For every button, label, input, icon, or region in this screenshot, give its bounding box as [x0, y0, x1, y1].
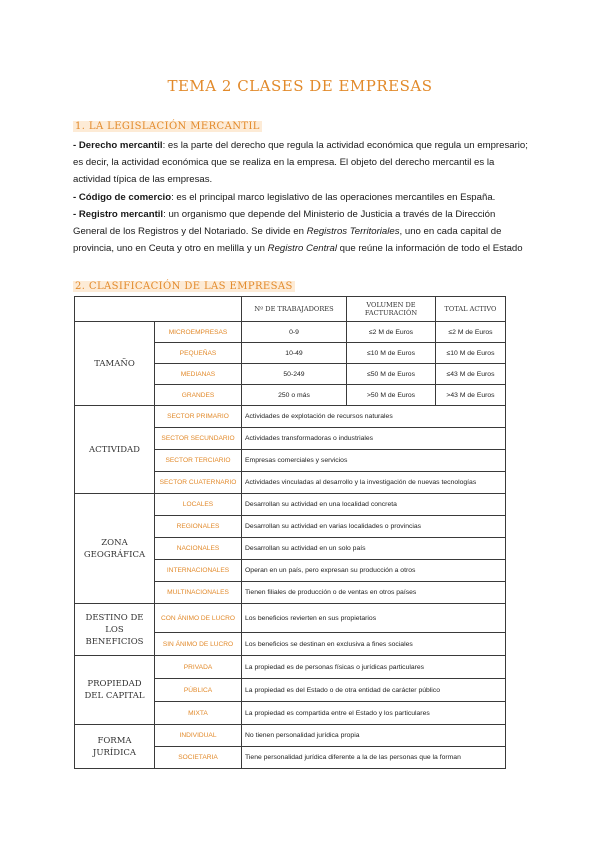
- category-destino: DESTINO DE LOS BENEFICIOS: [75, 604, 155, 656]
- description-cell: Desarrollan su actividad en varias localidades o provincias: [242, 516, 506, 538]
- header-volume: VOLUMEN DE FACTURACIÓN: [347, 297, 436, 322]
- subcategory: MIXTA: [155, 702, 242, 725]
- assets-cell: ≤43 M de Euros: [436, 364, 506, 385]
- description-cell: Actividades transformadoras o industriales: [242, 428, 506, 450]
- subcategory: PRIVADA: [155, 656, 242, 679]
- description-cell: Actividades de explotación de recursos naturales: [242, 406, 506, 428]
- assets-cell: ≤2 M de Euros: [436, 322, 506, 343]
- description-cell: La propiedad es del Estado o de otra entidad de carácter público: [242, 679, 506, 702]
- section-heading-text: 1. LA LEGISLACIÓN MERCANTIL: [75, 121, 260, 132]
- assets-cell: >43 M de Euros: [436, 385, 506, 406]
- subcategory: INTERNACIONALES: [155, 560, 242, 582]
- volume-cell: ≤50 M de Euros: [347, 364, 436, 385]
- codigo-comercio-paragraph: [73, 189, 528, 206]
- subcategory: LOCALES: [155, 494, 242, 516]
- workers-cell: 10-49: [242, 343, 347, 364]
- subcategory: MICROEMPRESAS: [155, 322, 242, 343]
- category-zona: ZONA GEOGRÁFICA: [75, 494, 155, 604]
- description-cell: Tiene personalidad jurídica diferente a la de las personas que la forman: [242, 747, 506, 769]
- term: - Registro mercantil: [73, 208, 164, 220]
- workers-cell: 0-9: [242, 322, 347, 343]
- volume-cell: ≤10 M de Euros: [347, 343, 436, 364]
- subcategory: SECTOR TERCIARIO: [155, 450, 242, 472]
- definition: , uno en cada capital de provincia, uno en Ceuta y otro en melilla y un: [73, 226, 502, 255]
- description-cell: Desarrollan su actividad en una localidad concreta: [242, 494, 506, 516]
- definition: que reúne la información de todo el Estado: [336, 243, 523, 255]
- subcategory: PEQUEÑAS: [155, 343, 242, 364]
- volume-cell: >50 M de Euros: [347, 385, 436, 406]
- table-header-row: [75, 297, 506, 322]
- description-cell: La propiedad es de personas físicas o jurídicas particulares: [242, 656, 506, 679]
- workers-cell: 50-249: [242, 364, 347, 385]
- subcategory: SECTOR PRIMARIO: [155, 406, 242, 428]
- table-row: [75, 322, 506, 343]
- emphasis: Registros Territoriales: [306, 226, 400, 238]
- description-cell: Operan en un país, pero expresan su producción a otros: [242, 560, 506, 582]
- table-row: [75, 494, 506, 516]
- category-propiedad: PROPIEDAD DEL CAPITAL: [75, 656, 155, 725]
- section-heading-text: 2. CLASIFICACIÓN DE LAS EMPRESAS: [75, 281, 293, 292]
- header-assets: TOTAL ACTIVO: [436, 297, 506, 322]
- definition: : es la parte del derecho que regula la actividad económica que regula un empresario; es decir, la actividad económica que se realiza en la empresa. El objeto del derecho mercantil es la actividad típica de las empresas.: [73, 140, 528, 186]
- term: - Derecho mercantil: [73, 140, 163, 151]
- category-actividad: ACTIVIDAD: [75, 406, 155, 494]
- header-workers: Nº DE TRABAJADORES: [242, 297, 347, 322]
- description-cell: Los beneficios revierten en sus propietarios: [242, 604, 506, 633]
- registro-mercantil-paragraph: [73, 206, 528, 258]
- derecho-mercantil-paragraph: [73, 137, 528, 189]
- description-cell: Tienen filiales de producción o de ventas en otros países: [242, 582, 506, 604]
- page-title: TEMA 2 CLASES DE EMPRESAS: [167, 77, 433, 95]
- subcategory: MEDIANAS: [155, 364, 242, 385]
- subcategory: SECTOR SECUNDARIO: [155, 428, 242, 450]
- subcategory: CON ÁNIMO DE LUCRO: [155, 604, 242, 633]
- description-cell: La propiedad es compartida entre el Estado y los particulares: [242, 702, 506, 725]
- description-cell: Actividades vinculadas al desarrollo y la investigación de nuevas tecnologías: [242, 472, 506, 494]
- subcategory: SOCIETARIA: [155, 747, 242, 769]
- subcategory: PÚBLICA: [155, 679, 242, 702]
- volume-cell: ≤2 M de Euros: [347, 322, 436, 343]
- description-cell: Desarrollan su actividad en un solo país: [242, 538, 506, 560]
- table-row: [75, 604, 506, 633]
- subcategory: MULTINACIONALES: [155, 582, 242, 604]
- definition: : es el principal marco legislativo de las operaciones mercantiles en España.: [171, 191, 496, 203]
- legislacion-body: [73, 137, 528, 257]
- description-cell: No tienen personalidad jurídica propia: [242, 725, 506, 747]
- subcategory: SIN ÁNIMO DE LUCRO: [155, 633, 242, 656]
- section-heading-clasificacion: [73, 281, 295, 292]
- subcategory: REGIONALES: [155, 516, 242, 538]
- table-row: [75, 725, 506, 747]
- header-empty-cell: [75, 297, 242, 322]
- subcategory: GRANDES: [155, 385, 242, 406]
- subcategory: INDIVIDUAL: [155, 725, 242, 747]
- category-tamano: TAMAÑO: [75, 322, 155, 406]
- description-cell: Los beneficios se destinan en exclusiva a fines sociales: [242, 633, 506, 656]
- section-heading-legislacion: [73, 121, 262, 132]
- workers-cell: 250 o más: [242, 385, 347, 406]
- category-forma: FORMA JURÍDICA: [75, 725, 155, 769]
- term: - Código de comercio: [73, 191, 172, 203]
- table-row: [75, 656, 506, 679]
- assets-cell: ≤10 M de Euros: [436, 343, 506, 364]
- table-row: [75, 406, 506, 428]
- definition: : un organismo que depende del Ministerio de Justicia a través de la Dirección General de los Registros y del Notariado. Se divide en: [73, 208, 496, 238]
- subcategory: NACIONALES: [155, 538, 242, 560]
- emphasis: Registro Central: [267, 243, 337, 255]
- subcategory: SECTOR CUATERNARIO: [155, 472, 242, 494]
- classification-table: [74, 296, 506, 769]
- description-cell: Empresas comerciales y servicios: [242, 450, 506, 472]
